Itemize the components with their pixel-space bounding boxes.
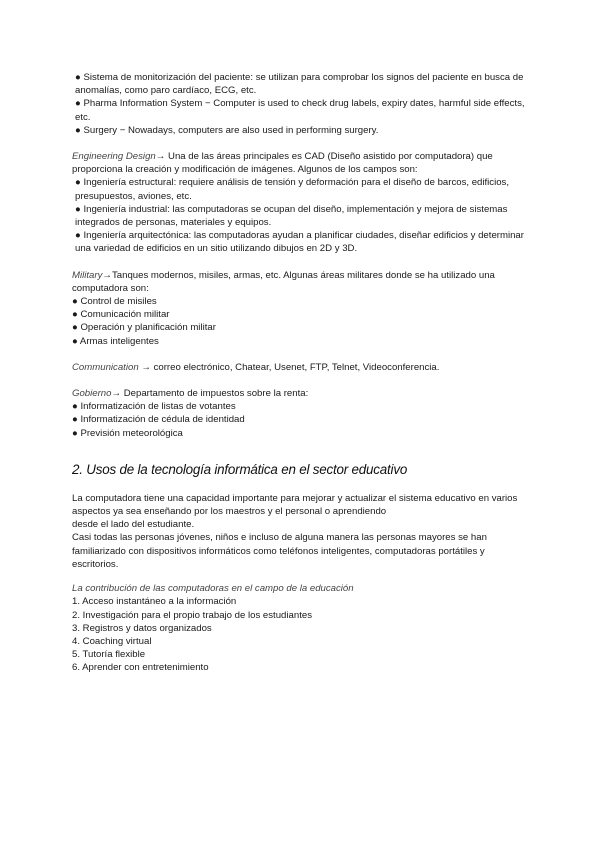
contribution-heading: La contribución de las computadoras en el campo de la educación	[72, 583, 354, 595]
military-section	[72, 269, 528, 348]
document-page	[72, 71, 528, 675]
list-item: 4. Coaching virtual	[72, 635, 152, 647]
section-heading: 2. Usos de la tecnología informática en el sector educativo	[72, 461, 408, 477]
engineering-term: Engineering Design	[72, 151, 156, 163]
communication-text: → correo electrónico, Chatear, Usenet, FTP, Telnet, Videoconferencia.	[138, 361, 440, 373]
communication-line	[72, 361, 528, 374]
list-item: 6. Aprender con entretenimiento	[72, 662, 209, 674]
list-item: ● Pharma Information System − Computer is used to check drug labels, expiry dates, harmful side effects, etc.	[75, 98, 525, 123]
list-item: ● Informatización de listas de votantes	[72, 401, 236, 413]
engineering-intro	[72, 150, 528, 176]
list-item: 3. Registros y datos organizados	[72, 622, 212, 634]
government-intro-text: → Departamento de impuestos sobre la renta:	[111, 388, 309, 400]
list-item: ● Informatización de cédula de identidad	[72, 414, 245, 426]
communication-term: Communication	[72, 361, 139, 373]
government-intro	[72, 387, 528, 400]
list-item: ● Ingeniería estructural: requiere análisis de tensión y deformación para el diseño de barcos, edificios, presupuestos, aviones, etc.	[75, 177, 510, 202]
paragraph-text: La computadora tiene una capacidad importante para mejorar y actualizar el sistema educativo en varios aspectos ya sea enseñando por los maestros y el personal o aprendiendo	[72, 492, 518, 518]
military-term: Military	[72, 269, 103, 281]
list-item: ● Previsión meteorológica	[72, 427, 183, 439]
engineering-intro-text: → Una de las áreas principales es CAD (Diseño asistido por computadora) que proporciona la creación y modificación de imágenes. Algunos de los campos son:	[72, 151, 493, 176]
government-section	[72, 387, 528, 440]
list-item: ● Comunicación militar	[72, 309, 170, 321]
education-paragraph	[72, 492, 528, 571]
list-item: ● Operación y planificación militar	[72, 322, 216, 334]
list-item: 1. Acceso instantáneo a la información	[72, 596, 237, 608]
list-item: ● Sistema de monitorización del paciente: se utilizan para comprobar los signos del paciente en busca de anomalías, como paro cardíaco, ECG, etc.	[75, 72, 524, 97]
military-intro-text: →Tanques modernos, misiles, armas, etc. Algunas áreas militares donde se ha utilizado una computadora son:	[72, 269, 495, 294]
list-item: ● Control de misiles	[72, 296, 157, 308]
engineering-section	[72, 150, 528, 256]
list-item: 5. Tutoría flexible	[72, 649, 146, 661]
list-item: ● Surgery − Nowadays, computers are also used in performing surgery.	[75, 124, 379, 136]
list-item: ● Ingeniería industrial: las computadoras se ocupan del diseño, implementación y mejora de sistemas integrados de personas, materiales y equipos.	[75, 203, 508, 229]
list-item: ● Ingeniería arquitectónica: las computadoras ayudan a planificar ciudades, diseñar edificios y determinar una variedad de edificios en un sitio utilizando dibujos en 2D y 3D.	[75, 230, 524, 255]
medical-section	[72, 71, 528, 137]
military-intro	[72, 269, 528, 295]
paragraph-text: desde el lado del estudiante.	[72, 519, 195, 531]
list-item: 2. Investigación para el propio trabajo de los estudiantes	[72, 609, 312, 621]
paragraph-text: Casi todas las personas jóvenes, niños e incluso de alguna manera las personas mayores se han familiarizado con dispositivos informáticos como teléfonos inteligentes, computadoras portátiles y escritorios.	[72, 532, 487, 570]
communication-section	[72, 361, 528, 374]
government-term: Gobierno	[72, 388, 112, 400]
list-item: ● Armas inteligentes	[72, 335, 159, 347]
contribution-section	[72, 582, 528, 674]
